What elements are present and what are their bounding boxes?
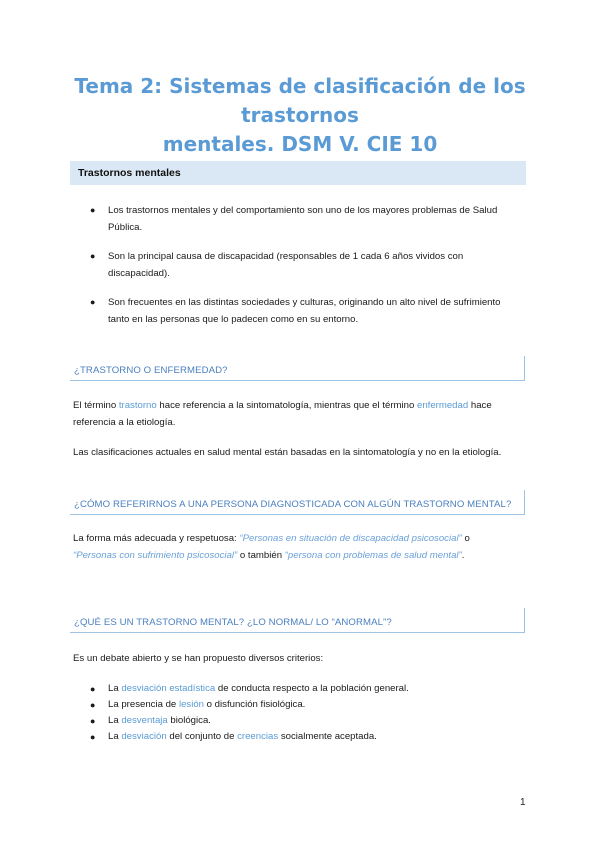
bullet-text-line: Son la principal causa de discapacidad (responsables de 1 cada 6 años vividos con bbox=[108, 251, 464, 262]
bullet-text-line: Pública. bbox=[108, 222, 143, 233]
bullet-text-line: Son frecuentes en las distintas sociedades y culturas, originando un alto nivel de sufrimiento bbox=[108, 297, 501, 308]
bullet-text-line: tanto en las personas que lo padecen como en su entorno. bbox=[108, 314, 359, 325]
text-run: hace bbox=[468, 400, 492, 411]
bullet-dot-icon: ● bbox=[90, 251, 96, 261]
text-run: socialmente aceptada. bbox=[278, 731, 377, 742]
text-run: . bbox=[461, 549, 465, 561]
text-run: Es un debate abierto y se han propuesto diversos criterios: bbox=[73, 653, 324, 664]
text-run: o disfunción fisiológica. bbox=[204, 699, 306, 710]
section-heading-label: ¿QUÉ ES UN TRASTORNO MENTAL? ¿LO NORMAL/ LO “ANORMAL”? bbox=[74, 617, 392, 628]
quote-discapacidad-psicosocial: “Personas en situación de discapacidad psicosocial” bbox=[239, 533, 462, 544]
text-run: del conjunto de bbox=[166, 731, 238, 742]
paragraph-trastorno-definition bbox=[73, 398, 528, 431]
text-run: de conducta respecto a la población general. bbox=[215, 683, 409, 694]
highlight-desventaja: desventaja bbox=[121, 715, 168, 726]
text-run: hace referencia a la sintomatología, mientras que el término bbox=[156, 400, 417, 411]
text-run: La bbox=[108, 731, 122, 742]
section-heading-trastorno-enfermedad bbox=[70, 356, 525, 381]
text-run: o también bbox=[237, 549, 285, 561]
bullet-dot-icon: ● bbox=[90, 700, 96, 710]
bullet-dot-icon: ● bbox=[90, 716, 96, 726]
text-run: La bbox=[108, 683, 122, 694]
section-heading-como-referirnos bbox=[70, 490, 525, 515]
bullet-dot-icon: ● bbox=[90, 205, 96, 215]
section-heading-que-es-trastorno bbox=[70, 608, 525, 633]
text-run: biológica. bbox=[167, 715, 211, 726]
highlight-desviacion: desviación bbox=[121, 731, 167, 742]
text-run: La presencia de bbox=[108, 699, 179, 710]
text-run: La forma más adecuada y respetuosa: bbox=[73, 533, 240, 544]
page-number: 1 bbox=[520, 797, 526, 808]
paragraph-forma-adecuada bbox=[73, 531, 528, 564]
title-line-1: Tema 2: Sistemas de clasificación de los trastornos bbox=[74, 74, 526, 127]
text-run: Las clasificaciones actuales en salud mental están basadas en la sintomatología y no en la etiología. bbox=[73, 447, 502, 458]
title-line-2: mentales. DSM V. CIE 10 bbox=[162, 132, 438, 156]
bullet-dot-icon: ● bbox=[90, 732, 96, 742]
bullet-text-line: discapacidad). bbox=[108, 268, 170, 279]
text-run: o bbox=[461, 533, 470, 544]
section-band-trastornos bbox=[70, 161, 526, 185]
quote-sufrimiento-psicosocial: “Personas con sufrimiento psicosocial” bbox=[73, 549, 238, 561]
paragraph-debate-abierto bbox=[73, 651, 528, 668]
section-heading-label: ¿TRASTORNO O ENFERMEDAD? bbox=[74, 365, 228, 376]
highlight-creencias: creencias bbox=[237, 731, 279, 742]
text-run: La bbox=[108, 715, 122, 726]
text-run: El término bbox=[73, 400, 119, 411]
bullet-text-line: Los trastornos mentales y del comportamiento son uno de los mayores problemas de Salud bbox=[108, 205, 498, 216]
section-band-label: Trastornos mentales bbox=[78, 167, 181, 179]
highlight-desviacion-estadistica: desviación estadística bbox=[121, 683, 216, 694]
highlight-trastorno: trastorno bbox=[118, 400, 157, 411]
highlight-enfermedad: enfermedad bbox=[416, 400, 469, 411]
bullet-dot-icon: ● bbox=[90, 297, 96, 307]
section-heading-label: ¿CÓMO REFERIRNOS A UNA PERSONA DIAGNOSTICADA CON ALGÚN TRASTORNO MENTAL? bbox=[74, 499, 512, 510]
paragraph-clasificaciones bbox=[73, 445, 528, 462]
quote-problemas-salud-mental: “persona con problemas de salud mental” bbox=[284, 549, 462, 561]
page-title bbox=[70, 72, 530, 159]
text-run: referencia a la etiología. bbox=[73, 416, 176, 428]
bullet-dot-icon: ● bbox=[90, 684, 96, 694]
highlight-lesion: lesión bbox=[178, 699, 205, 710]
